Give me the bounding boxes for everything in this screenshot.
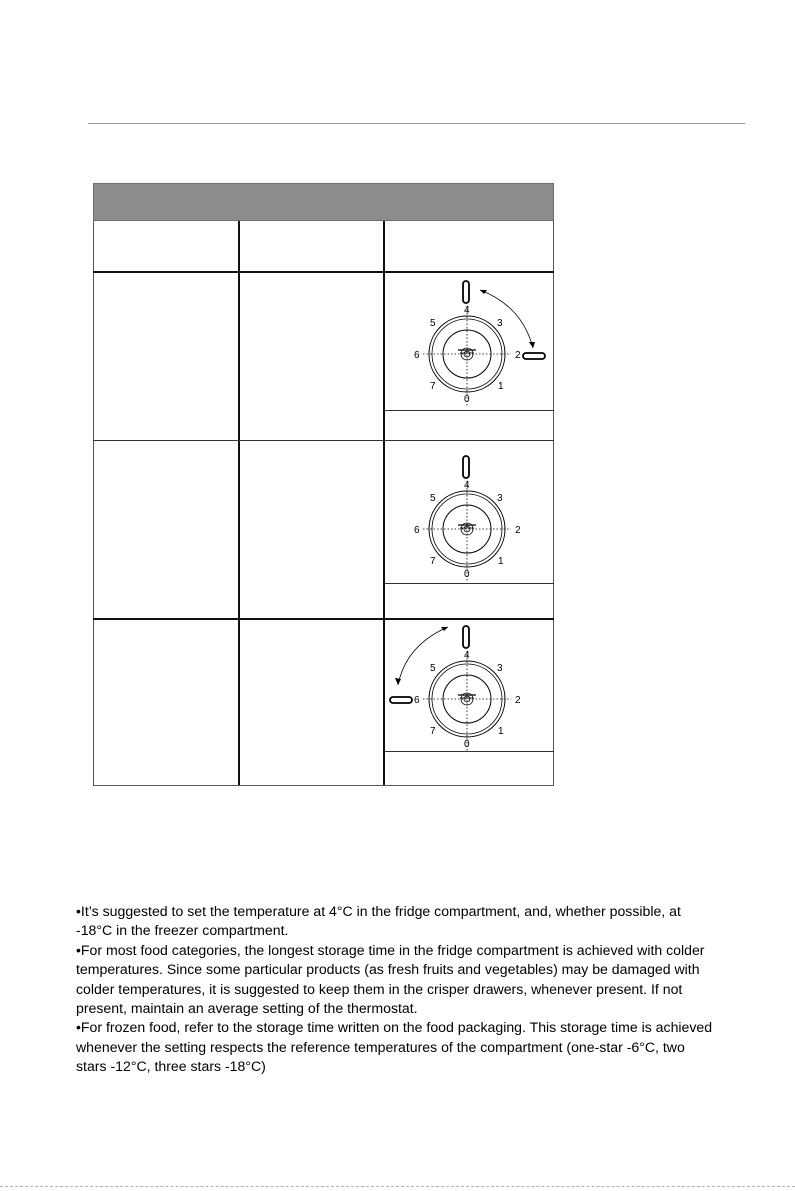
knob-pointer-icon (463, 626, 469, 648)
dial-number-1: 1 (498, 556, 504, 567)
column-divider-1 (238, 221, 240, 786)
row-divider-1 (93, 440, 554, 441)
dial-number-5: 5 (430, 318, 436, 329)
knob-pointer-icon (463, 456, 469, 478)
dial-number-5: 5 (430, 663, 436, 674)
dial-number-2: 2 (515, 525, 521, 536)
note-paragraph: •For most food categories, the longest storage time in the fridge compartment is achieved with colder temperatures. Since some particular products (as fresh fruits and vegetables) may be damaged with colder temperatures, it is suggested to keep them in the crisper drawers, whenever present. If not present, maintain an average setting of the thermostat. (76, 941, 705, 1017)
dial-number-7: 7 (430, 556, 436, 567)
table-border-left (93, 221, 94, 786)
dial-number-1: 1 (498, 726, 504, 737)
dial-number-3: 3 (497, 493, 503, 504)
top-rule (88, 123, 745, 124)
dial-number-4: 4 (464, 650, 470, 661)
dial-number-6: 6 (414, 350, 420, 361)
table-border-right (553, 221, 554, 786)
row-divider-2 (93, 618, 554, 620)
thermostat-dial-2 (398, 453, 548, 583)
dial-number-6: 6 (414, 525, 420, 536)
dial-number-0: 0 (464, 569, 470, 580)
dial-number-0: 0 (464, 739, 470, 750)
page-bottom-rule (0, 1186, 795, 1187)
header-row-divider (93, 271, 554, 273)
table-header-bar (93, 183, 554, 221)
knob-pointer-icon (523, 353, 545, 359)
dial-number-1: 1 (498, 381, 504, 392)
rotation-arrow-icon (480, 290, 533, 348)
dial-number-3: 3 (497, 318, 503, 329)
dial-number-0: 0 (464, 394, 470, 405)
dial-caption-divider-2 (385, 583, 554, 584)
dial-caption-divider-1 (385, 410, 554, 411)
thermostat-dial-3 (388, 623, 548, 753)
dial-number-3: 3 (497, 663, 503, 674)
dial-number-2: 2 (515, 350, 521, 361)
thermostat-dial-1 (398, 278, 548, 408)
note-paragraph: •It’s suggested to set the temperature at 4°C in the fridge compartment, and, whether possible, at -18°C in the freezer compartment. (76, 903, 681, 939)
dial-number-4: 4 (464, 305, 470, 316)
knob-pointer-icon (390, 697, 412, 703)
table-border-bottom (93, 785, 554, 786)
dial-number-4: 4 (464, 480, 470, 491)
dial-number-7: 7 (430, 726, 436, 737)
knob-pointer-icon (463, 281, 469, 303)
temperature-notes (76, 902, 716, 1077)
thermostat-settings-table (93, 183, 554, 786)
dial-number-7: 7 (430, 381, 436, 392)
dial-number-6: 6 (414, 695, 420, 706)
column-divider-2 (383, 221, 385, 786)
dial-number-2: 2 (515, 695, 521, 706)
dial-number-5: 5 (430, 493, 436, 504)
note-paragraph: •For frozen food, refer to the storage time written on the food packaging. This storage time is achieved whenever the setting respects the reference temperatures of the compartment (one-star -6°C, two stars -12°C, three stars -18°C) (76, 1019, 713, 1075)
